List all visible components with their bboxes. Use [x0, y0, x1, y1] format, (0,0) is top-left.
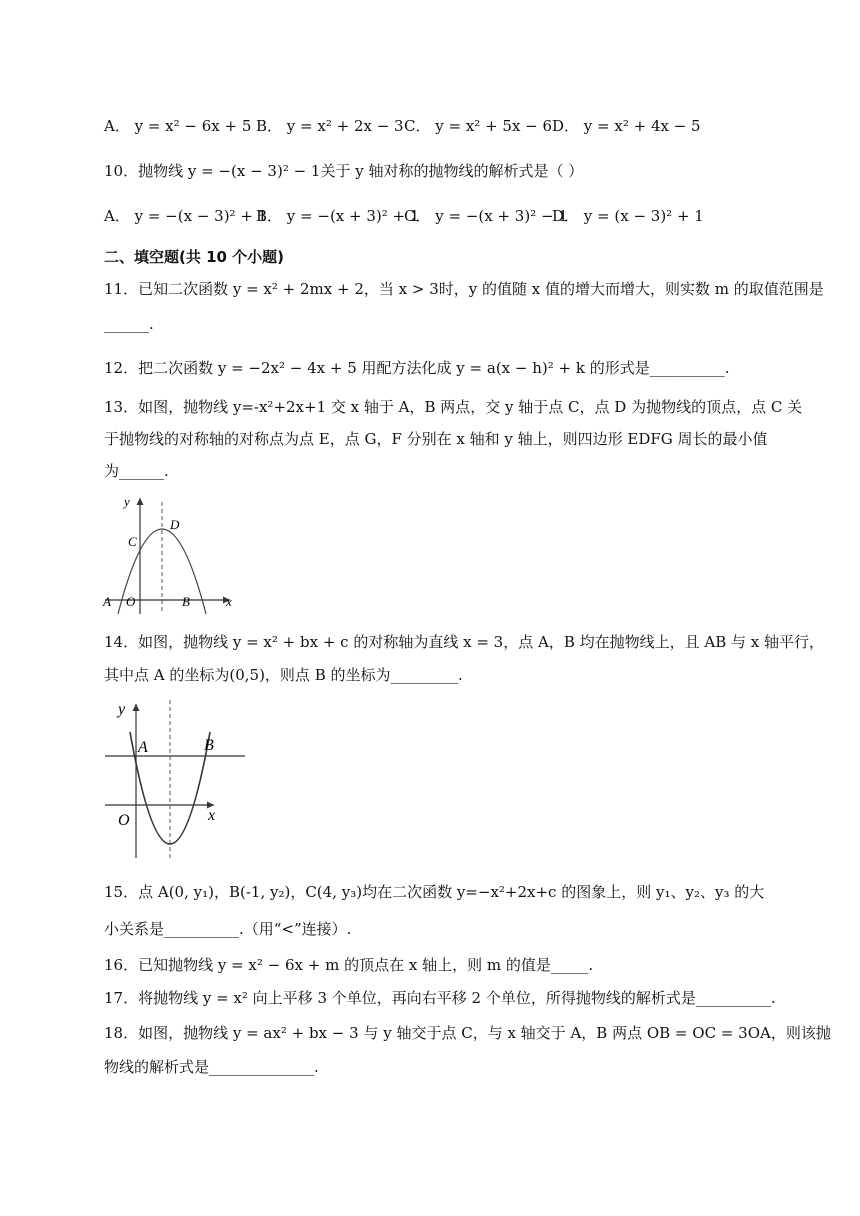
- q10-option-d: D． y = (x − 3)² + 1: [552, 207, 704, 225]
- q15-line1: 15．点 A(0, y₁)，B(-1, y₂)，C(4, y₃)均在二次函数 y=−x²+2x+c 的图象上，则 y₁、y₂、y₃ 的大: [104, 883, 765, 901]
- q14-label-a: A: [138, 739, 148, 756]
- q9-option-d: D． y = x² + 4x − 5: [552, 117, 701, 135]
- q14-line2: 其中点 A 的坐标为(0,5)，则点 B 的坐标为_________.: [104, 666, 463, 684]
- q17-text: 17．将抛物线 y = x² 向上平移 3 个单位，再向右平移 2 个单位，所得抛物线的解析式是__________.: [104, 989, 776, 1007]
- q13-label-o: O: [126, 594, 136, 609]
- q10-option-c: C． y = −(x + 3)² − 1: [404, 207, 568, 225]
- q13-label-c: C: [128, 534, 137, 549]
- q14-label-o: O: [118, 812, 130, 829]
- q16-text: 16．已知抛物线 y = x² − 6x + m 的顶点在 x 轴上，则 m 的值是_____.: [104, 956, 594, 974]
- q11-line1: 11．已知二次函数 y = x² + 2mx + 2，当 x > 3时，y 的值随 x 值的增大而增大，则实数 m 的取值范围是: [104, 280, 824, 298]
- q14-label-y: y: [118, 701, 126, 718]
- q14-y-arrow: [133, 704, 140, 711]
- q13-line3: 为______.: [104, 462, 169, 480]
- q14-line1: 14．如图，抛物线 y = x² + bx + c 的对称轴为直线 x = 3，点 A，B 均在抛物线上，且 AB 与 x 轴平行，: [104, 633, 825, 651]
- q18-line2: 物线的解析式是______________.: [104, 1058, 319, 1076]
- q13-line1: 13．如图，抛物线 y=-x²+2x+1 交 x 轴于 A，B 两点，交 y 轴于点 C，点 D 为抛物线的顶点，点 C 关: [104, 398, 803, 416]
- q9-option-b: B． y = x² + 2x − 3: [256, 117, 404, 135]
- q12-text: 12．把二次函数 y = −2x² − 4x + 5 用配方法化成 y = a(x − h)² + k 的形式是__________.: [104, 359, 730, 377]
- q13-label-b: B: [182, 594, 190, 609]
- q18-line1: 18．如图，抛物线 y = ax² + bx − 3 与 y 轴交于点 C，与 x 轴交于 A，B 两点 OB = OC = 3OA，则该抛: [104, 1024, 831, 1042]
- q14-label-x: x: [208, 807, 216, 824]
- q10-option-b: B． y = −(x + 3)² + 1: [256, 207, 420, 225]
- q11-line2: ______.: [104, 315, 154, 333]
- q13-figure: [100, 488, 240, 618]
- q15-line2: 小关系是__________.（用“<”连接）.: [104, 920, 352, 938]
- section-heading: 二、填空题(共 10 个小题): [104, 248, 285, 266]
- q13-label-x: x: [226, 594, 232, 609]
- q13-label-y: y: [124, 494, 130, 509]
- q13-label-a: A: [103, 594, 111, 609]
- q14-figure: [100, 694, 260, 864]
- q13-label-d: D: [170, 517, 180, 532]
- q13-y-arrow: [137, 498, 144, 505]
- q10-option-a: A． y = −(x − 3)² + 1: [104, 207, 268, 225]
- q14-label-b: B: [204, 737, 214, 754]
- q13-line2: 于抛物线的对称轴的对称点为点 E，点 G，F 分别在 x 轴和 y 轴上，则四边形 EDFG 周长的最小值: [104, 430, 768, 448]
- q9-option-c: C． y = x² + 5x − 6: [404, 117, 553, 135]
- q10-stem: 10．抛物线 y = −(x − 3)² − 1关于 y 轴对称的抛物线的解析式是（ ）: [104, 162, 584, 180]
- q9-option-a: A． y = x² − 6x + 5: [104, 117, 252, 135]
